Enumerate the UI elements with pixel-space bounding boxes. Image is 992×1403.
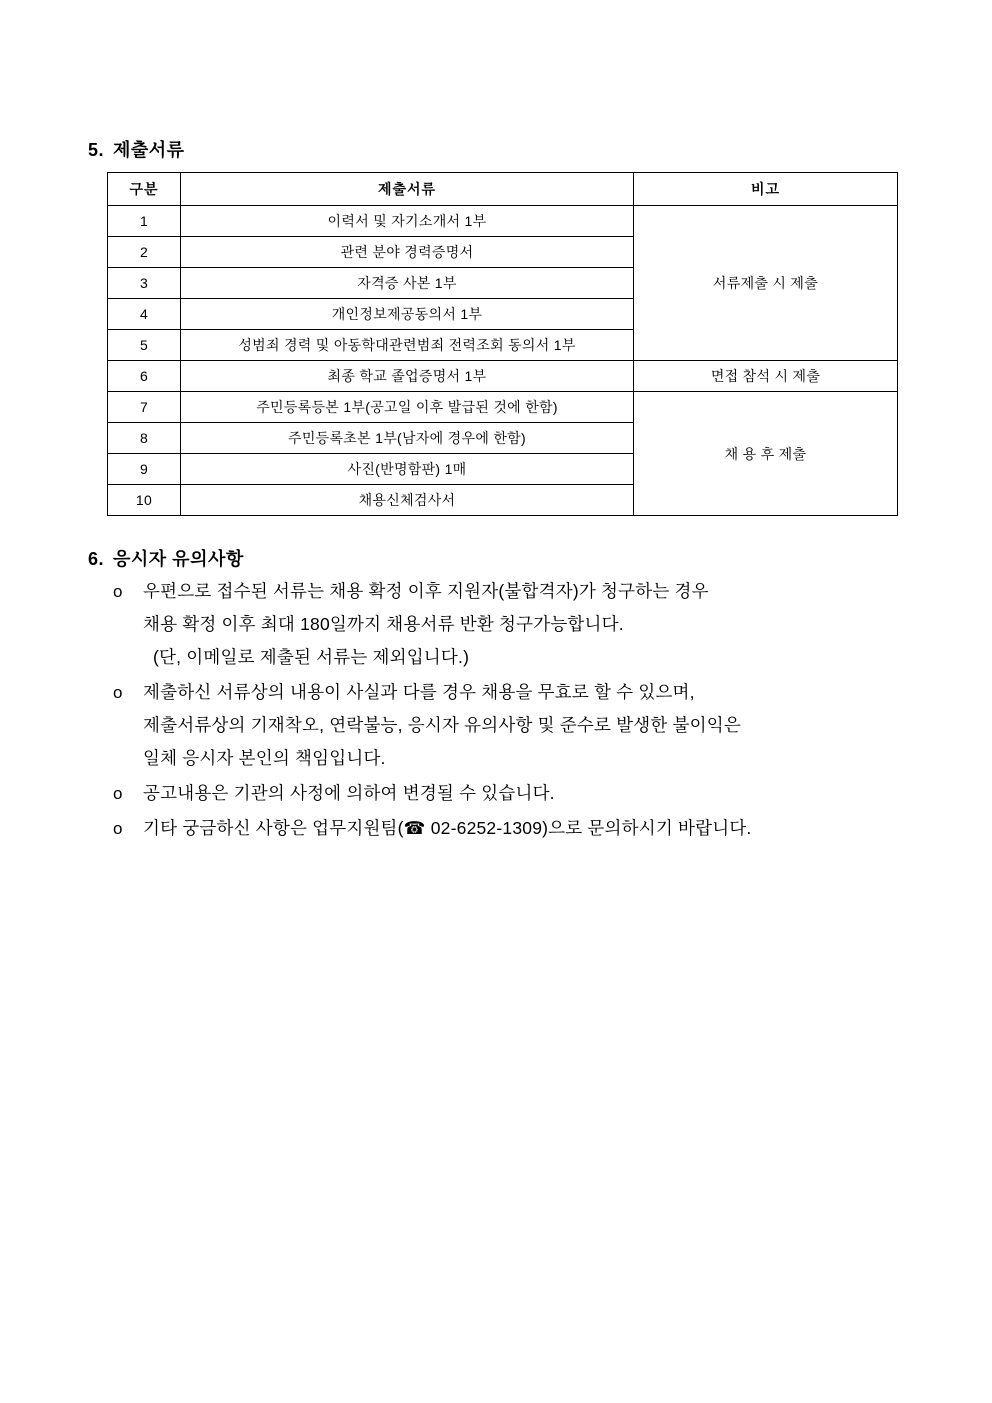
list-item bbox=[113, 676, 923, 775]
cell-document: 채용신체검사서 bbox=[181, 485, 634, 516]
cell-note-group-1: 서류제출 시 제출 bbox=[634, 206, 898, 361]
column-header-no: 구분 bbox=[108, 173, 181, 206]
cell-document: 주민등록초본 1부(남자에 경우에 한함) bbox=[181, 423, 634, 454]
section-title: 응시자 유의사항 bbox=[113, 549, 244, 569]
cell-document: 주민등록등본 1부(공고일 이후 발급된 것에 한함) bbox=[181, 392, 634, 423]
cell-no: 10 bbox=[108, 485, 181, 516]
note-line: (단, 이메일로 제출된 서류는 제외입니다.) bbox=[153, 647, 470, 667]
cell-document: 최종 학교 졸업증명서 1부 bbox=[181, 361, 634, 392]
cell-no: 8 bbox=[108, 423, 181, 454]
cell-no: 3 bbox=[108, 268, 181, 299]
bullet-marker: o bbox=[113, 582, 123, 601]
column-header-note: 비고 bbox=[634, 173, 898, 206]
note-line: 제출하신 서류상의 내용이 사실과 다를 경우 채용을 무효로 할 수 있으며, bbox=[143, 682, 695, 702]
bullet-marker: o bbox=[113, 683, 123, 702]
list-item bbox=[113, 777, 923, 810]
note-line: 기타 궁금하신 사항은 업무지원팀(☎ 02-6252-1309)으로 문의하시기 바랍니다. bbox=[143, 818, 752, 838]
table-row bbox=[108, 206, 898, 237]
cell-document: 관련 분야 경력증명서 bbox=[181, 237, 634, 268]
table-row bbox=[108, 361, 898, 392]
list-item-text bbox=[143, 676, 923, 775]
section-number: 6. bbox=[88, 549, 105, 569]
note-line: 제출서류상의 기재착오, 연락불능, 응시자 유의사항 및 준수로 발생한 불이익은 bbox=[143, 715, 741, 735]
list-item-text bbox=[143, 777, 923, 810]
note-line: 공고내용은 기관의 사정에 의하여 변경될 수 있습니다. bbox=[143, 783, 555, 803]
list-item-text bbox=[143, 575, 923, 674]
cell-note-group-2: 면접 참석 시 제출 bbox=[634, 361, 898, 392]
cell-no: 6 bbox=[108, 361, 181, 392]
cell-document: 개인정보제공동의서 1부 bbox=[181, 299, 634, 330]
column-header-document: 제출서류 bbox=[181, 173, 634, 206]
cell-document: 자격증 사본 1부 bbox=[181, 268, 634, 299]
cell-document: 사진(반명함판) 1매 bbox=[181, 454, 634, 485]
cell-document: 이력서 및 자기소개서 1부 bbox=[181, 206, 634, 237]
cell-no: 5 bbox=[108, 330, 181, 361]
cell-note-group-3: 채 용 후 제출 bbox=[634, 392, 898, 516]
bullet-marker: o bbox=[113, 784, 123, 803]
table-header-row bbox=[108, 173, 898, 206]
list-item-text bbox=[143, 812, 923, 845]
bullet-marker: o bbox=[113, 819, 123, 838]
cell-no: 7 bbox=[108, 392, 181, 423]
cell-no: 4 bbox=[108, 299, 181, 330]
section-title: 제출서류 bbox=[113, 140, 185, 160]
note-line: 우편으로 접수된 서류는 채용 확정 이후 지원자(불합격자)가 청구하는 경우 bbox=[143, 581, 709, 601]
list-item bbox=[113, 575, 923, 674]
documents-table bbox=[107, 172, 898, 516]
notice-list bbox=[113, 575, 923, 847]
cell-no: 1 bbox=[108, 206, 181, 237]
table-row bbox=[108, 392, 898, 423]
cell-document: 성범죄 경력 및 아동학대관련범죄 전력조회 동의서 1부 bbox=[181, 330, 634, 361]
note-line: 일체 응시자 본인의 책임입니다. bbox=[143, 748, 386, 768]
cell-no: 2 bbox=[108, 237, 181, 268]
section-number: 5. bbox=[88, 140, 105, 160]
list-item bbox=[113, 812, 923, 845]
cell-no: 9 bbox=[108, 454, 181, 485]
section-heading-notes bbox=[88, 545, 244, 571]
note-line: 채용 확정 이후 최대 180일까지 채용서류 반환 청구가능합니다. bbox=[143, 614, 624, 634]
section-heading-documents bbox=[88, 136, 185, 162]
